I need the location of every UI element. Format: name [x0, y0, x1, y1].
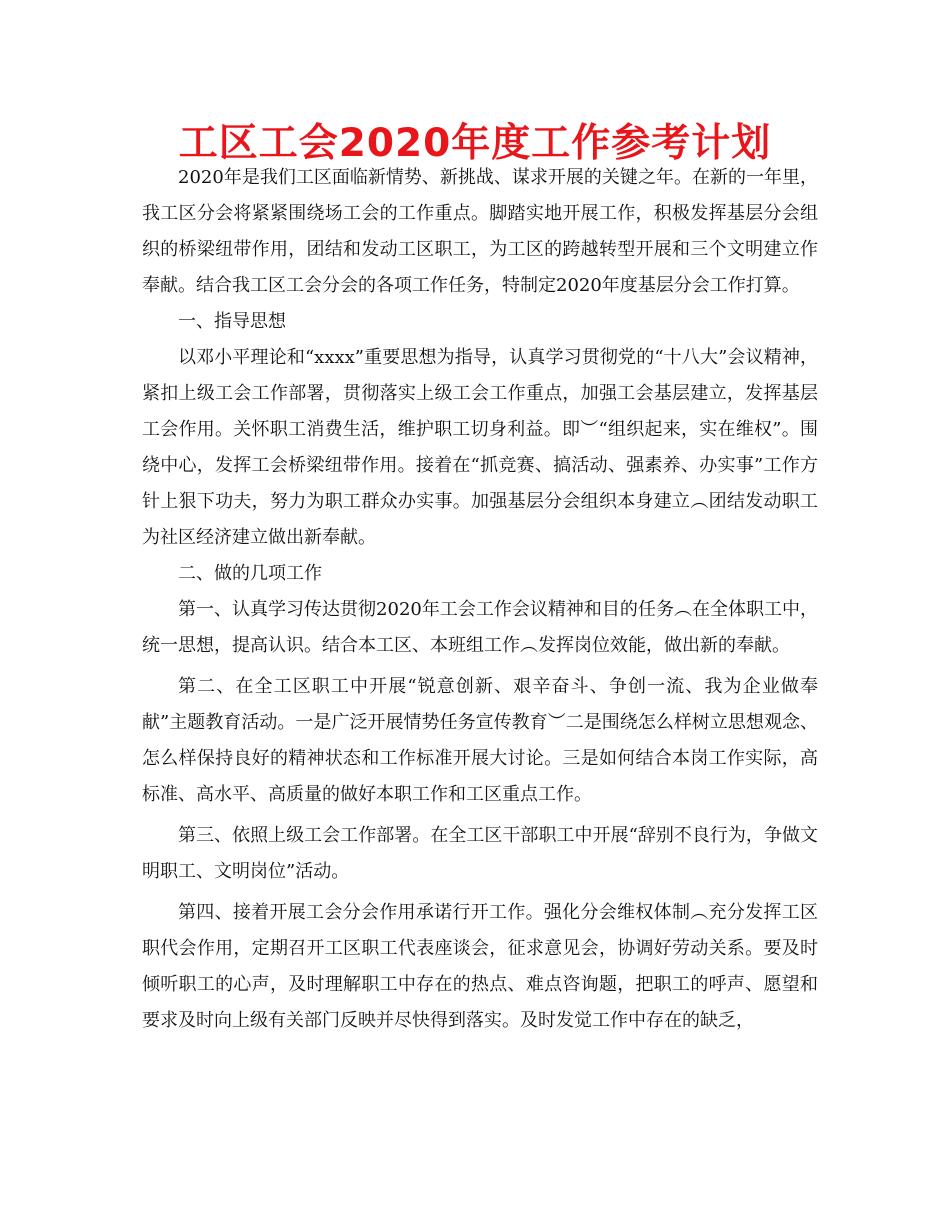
paragraph-task-1: 第一、认真学习传达贯彻2020年工会工作会议精神和目的任务︵在全体职工中，统一思想，提高认识。结合本工区、本班组工作︵发挥岗位效能，做出新的奉献。: [142, 599, 818, 656]
document-title: 工区工会2020年度工作参考计划: [178, 121, 772, 166]
paragraph-intro: 2020年是我们工区面临新情势、新挑战、谋求开展的关键之年。在新的一年里，我工区分会将紧紧围绕场工会的工作重点。脚踏实地开展工作，积极发挥基层分会组织的桥梁纽带作用，团结和发动工区职工，为工区的跨越转型开展和三个文明建立作奉献。结合我工区工会分会的各项工作任务，特制定2020年度基层分会工作打算。: [142, 167, 818, 296]
section-heading-guiding-thought: 一、指导思想: [178, 311, 286, 332]
paragraph-guiding-thought: 以邓小平理论和“xxxx”重要思想为指导，认真学习贯彻党的“十八大”会议精神，紧扣上级工会工作部署，贯彻落实上级工会工作重点，加强工会基层建立，发挥基层工会作用。关怀职工消费生活，维护职工切身利益。即︶“组织起来，实在维权”。围绕中心，发挥工会桥梁纽带作用。接着在“抓竞赛、搞活动、强素养、办实事”工作方针上狠下功夫，努力为职工群众办实事。加强基层分会组织本身建立︵团结发动职工为社区经济建立做出新奉献。: [142, 347, 818, 548]
paragraph-task-2: 第二、在全工区职工中开展“锐意创新、艰辛奋斗、争创一流、我为企业做奉献”主题教育活动。一是广泛开展情势任务宣传教育︶二是围绕怎么样树立思想观念、怎么样保持良好的精神状态和工作标准开展大讨论。三是如何结合本岗工作实际，高标准、高水平、高质量的做好本职工作和工区重点工作。: [142, 676, 818, 805]
paragraph-task-3: 第三、依照上级工会工作部署。在全工区干部职工中开展“辞别不良行为，争做文明职工、文明岗位”活动。: [142, 825, 818, 882]
paragraph-task-4: 第四、接着开展工会分会作用承诺行开工作。强化分会维权体制︵充分发挥工区职代会作用，定期召开工区职工代表座谈会，征求意见会，协调好劳动关系。要及时倾听职工的心声，及时理解职工中存在的热点、难点咨询题，把职工的呼声、愿望和要求及时向上级有关部门反映并尽快得到落实。及时发觉工作中存在的缺乏，: [142, 902, 818, 1031]
document-body: [142, 160, 818, 1039]
section-heading-tasks: 二、做的几项工作: [178, 563, 322, 584]
